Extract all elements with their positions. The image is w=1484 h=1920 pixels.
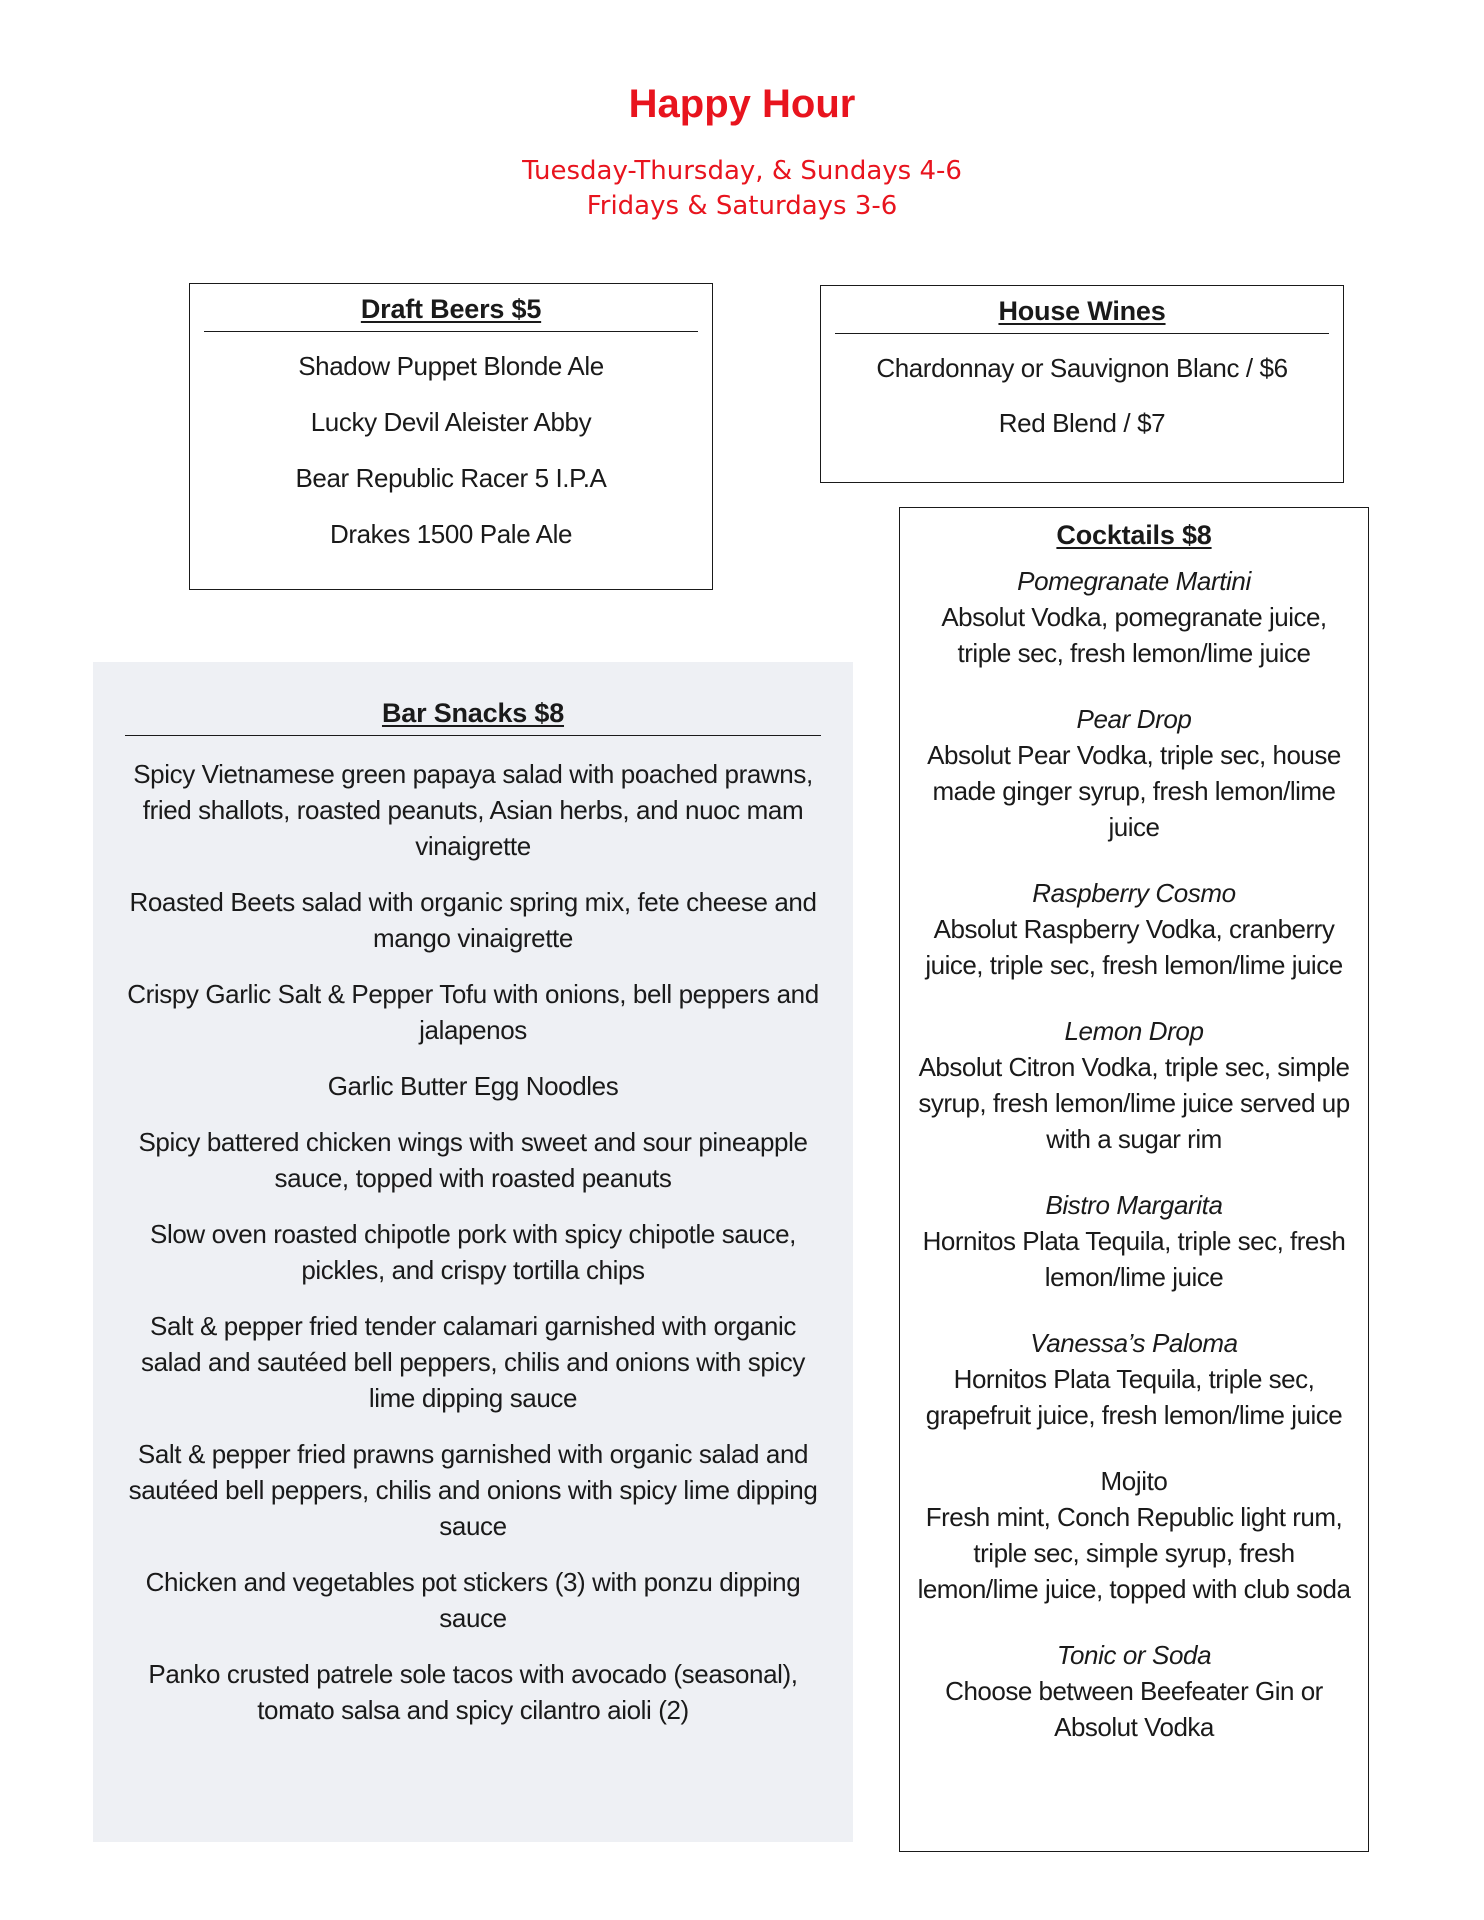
cocktail-description: Absolut Pear Vodka, triple sec, house made ginger syrup, fresh lemon/lime juice <box>927 740 1341 842</box>
cocktails-title: Cocktails $8 <box>1056 520 1212 550</box>
wine-item: Red Blend / $7 <box>998 408 1166 438</box>
snack-item: Salt & pepper fried tender calamari garnished with organic salad and sautéed bell peppers, chilis and onions with spicy lime dipping sauce <box>141 1311 805 1413</box>
cocktail-item <box>900 563 1368 671</box>
draft-beers-section <box>189 283 713 590</box>
cocktail-description: Hornitos Plata Tequila, triple sec, fresh lemon/lime juice <box>922 1226 1346 1292</box>
cocktail-name: Lemon Drop <box>1064 1016 1204 1046</box>
cocktail-name: Tonic or Soda <box>1056 1640 1212 1670</box>
bar-snacks-title: Bar Snacks $8 <box>381 698 565 728</box>
cocktail-description: Choose between Beefeater Gin or Absolut Vodka <box>945 1676 1323 1742</box>
beer-item: Shadow Puppet Blonde Ale <box>298 351 604 381</box>
cocktail-description: Absolut Raspberry Vodka, cranberry juice, triple sec, fresh lemon/lime juice <box>925 914 1343 980</box>
cocktail-name: Pomegranate Martini <box>1017 566 1251 596</box>
draft-beers-title: Draft Beers $5 <box>360 294 542 324</box>
snack-item: Garlic Butter Egg Noodles <box>327 1071 619 1101</box>
house-wines-title: House Wines <box>998 296 1166 326</box>
cocktail-item <box>900 1013 1368 1157</box>
cocktail-item <box>900 1463 1368 1607</box>
divider <box>835 333 1329 334</box>
beer-item: Bear Republic Racer 5 I.P.A <box>295 463 607 493</box>
page-title: Happy Hour <box>628 82 856 126</box>
cocktail-name: Raspberry Cosmo <box>1032 878 1236 908</box>
snack-item: Slow oven roasted chipotle pork with spicy chipotle sauce, pickles, and crispy tortilla chips <box>150 1219 796 1285</box>
cocktail-name: Mojito <box>1100 1466 1168 1496</box>
cocktail-description: Absolut Vodka, pomegranate juice, triple sec, fresh lemon/lime juice <box>941 602 1327 668</box>
cocktail-description: Absolut Citron Vodka, triple sec, simple syrup, fresh lemon/lime juice served up with a sugar rim <box>918 1052 1350 1154</box>
cocktail-description: Hornitos Plata Tequila, triple sec, grapefruit juice, fresh lemon/lime juice <box>925 1364 1343 1430</box>
divider <box>204 331 698 332</box>
snack-item: Spicy battered chicken wings with sweet and sour pineapple sauce, topped with roasted peanuts <box>138 1127 808 1193</box>
snack-item: Spicy Vietnamese green papaya salad with poached prawns, fried shallots, roasted peanuts, Asian herbs, and nuoc mam vinaigrette <box>133 759 813 861</box>
snack-item: Salt & pepper fried prawns garnished with organic salad and sautéed bell peppers, chilis and onions with spicy lime dipping sauce <box>128 1439 818 1541</box>
divider <box>125 735 821 736</box>
cocktail-name: Bistro Margarita <box>1045 1190 1223 1220</box>
snack-item: Roasted Beets salad with organic spring mix, fete cheese and mango vinaigrette <box>129 887 817 953</box>
bar-snacks-section <box>93 662 853 1842</box>
house-wines-section <box>820 285 1344 483</box>
cocktail-item <box>900 1325 1368 1433</box>
snack-item: Chicken and vegetables pot stickers (3) with ponzu dipping sauce <box>145 1567 801 1633</box>
snack-item: Panko crusted patrele sole tacos with avocado (seasonal), tomato salsa and spicy cilantro aioli (2) <box>148 1659 798 1725</box>
hours-weekdays: Tuesday-Thursday, & Sundays 4-6 <box>522 156 962 186</box>
snack-item: Crispy Garlic Salt & Pepper Tofu with onions, bell peppers and jalapenos <box>127 979 819 1045</box>
cocktail-item <box>900 701 1368 845</box>
cocktail-item <box>900 1637 1368 1745</box>
cocktail-item <box>900 875 1368 983</box>
cocktail-description: Fresh mint, Conch Republic light rum, triple sec, simple syrup, fresh lemon/lime juice, topped with club soda <box>917 1502 1351 1604</box>
cocktail-name: Vanessa’s Paloma <box>1030 1328 1238 1358</box>
cocktail-item <box>900 1187 1368 1295</box>
cocktails-section <box>899 507 1369 1852</box>
hours-weekends: Fridays & Saturdays 3-6 <box>586 191 898 221</box>
beer-item: Drakes 1500 Pale Ale <box>329 519 573 549</box>
cocktail-name: Pear Drop <box>1076 704 1192 734</box>
wine-item: Chardonnay or Sauvignon Blanc / $6 <box>876 353 1288 383</box>
beer-item: Lucky Devil Aleister Abby <box>310 407 592 437</box>
